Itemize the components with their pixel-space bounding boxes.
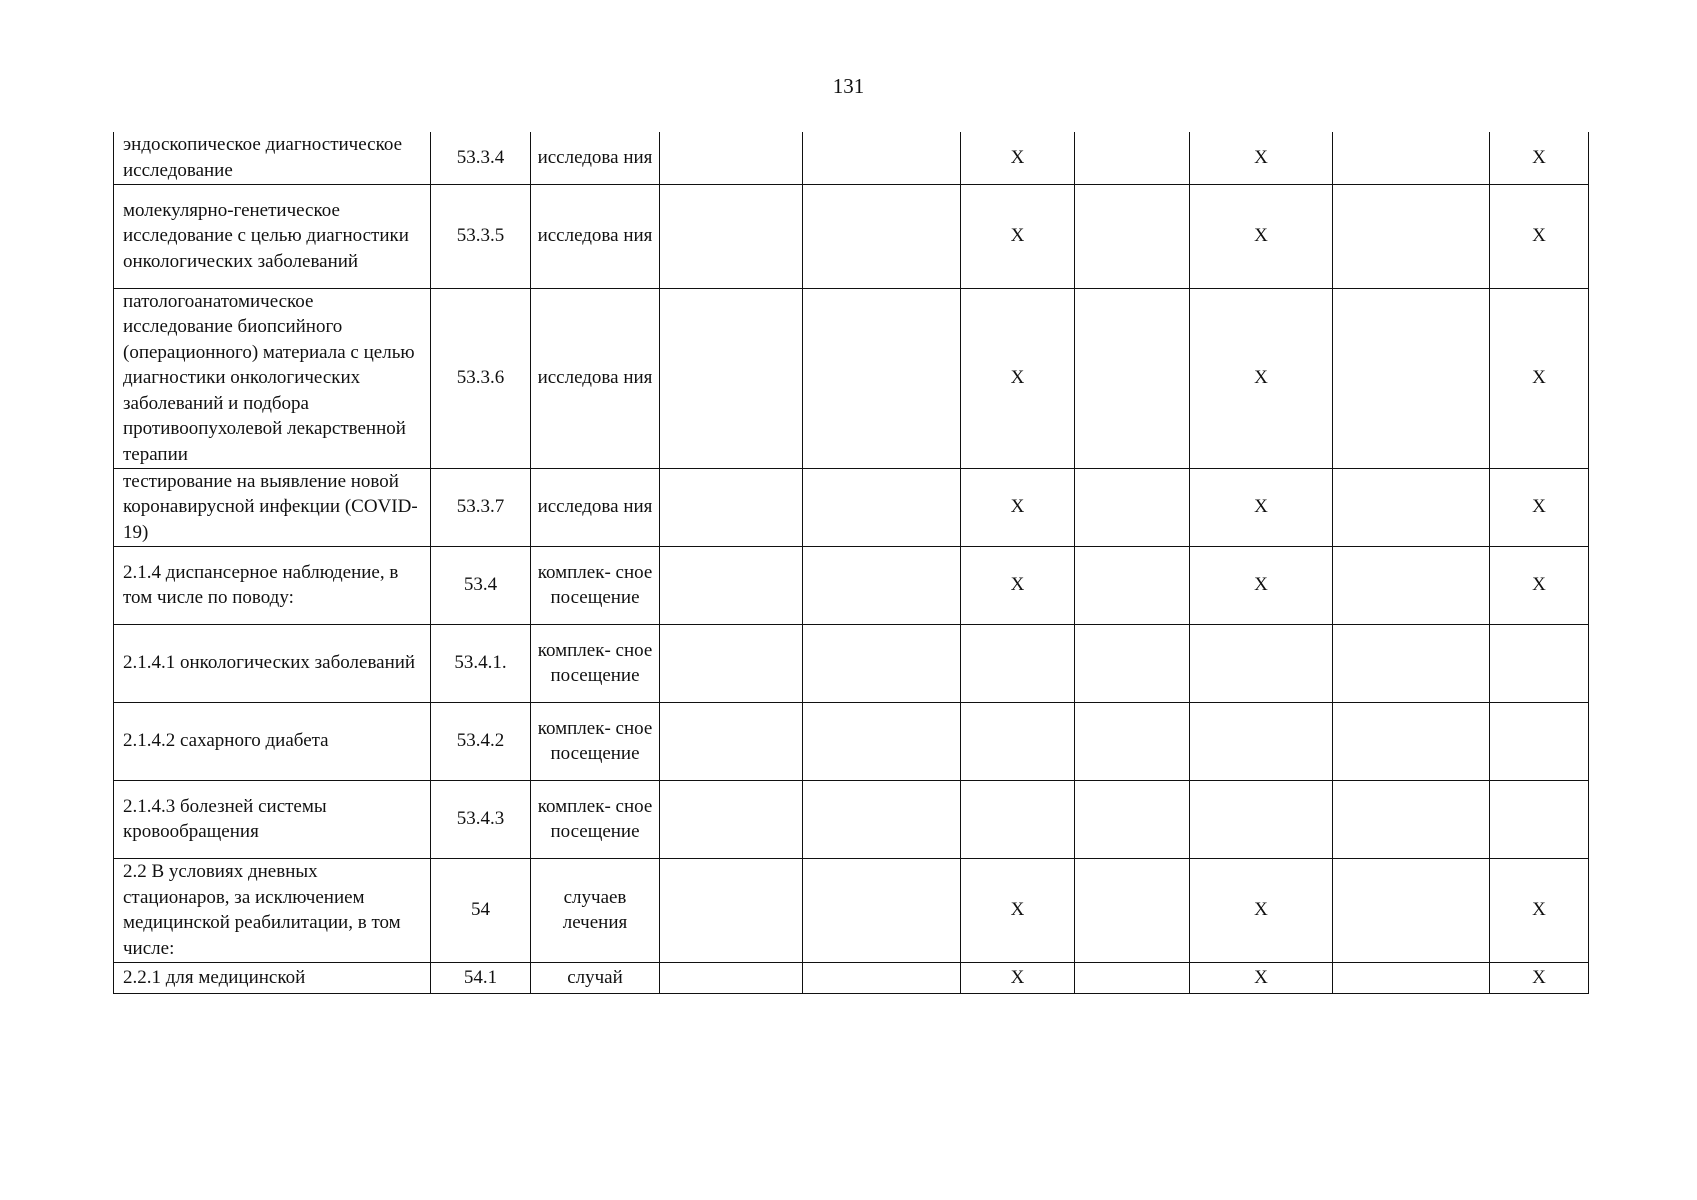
value-cell: Х	[961, 546, 1075, 624]
value-cell: Х	[1490, 858, 1589, 962]
value-cell: Х	[1190, 962, 1333, 993]
value-cell	[803, 468, 961, 546]
value-cell: Х	[1490, 962, 1589, 993]
table-row	[114, 288, 1589, 468]
value-cell	[1075, 132, 1190, 184]
value-cell	[1075, 546, 1190, 624]
table-body	[114, 132, 1589, 993]
value-cell	[803, 546, 961, 624]
value-cell: Х	[961, 288, 1075, 468]
value-cell: Х	[961, 468, 1075, 546]
row-name-cell: 2.2 В условиях дневных стационаров, за исключением медицинской реабилитации, в том числе:	[114, 858, 431, 962]
value-cell	[803, 132, 961, 184]
value-cell: Х	[1490, 184, 1589, 288]
value-cell	[660, 702, 803, 780]
page-number: 131	[832, 74, 865, 98]
value-cell	[1190, 702, 1333, 780]
value-cell: Х	[1190, 468, 1333, 546]
value-cell: Х	[961, 184, 1075, 288]
row-code-cell: 53.3.5	[431, 184, 531, 288]
value-cell	[1190, 624, 1333, 702]
row-code-cell: 54	[431, 858, 531, 962]
value-cell	[1075, 624, 1190, 702]
value-cell	[961, 624, 1075, 702]
value-cell	[803, 184, 961, 288]
value-cell	[1333, 702, 1490, 780]
row-unit-cell: случаев лечения	[531, 858, 660, 962]
row-code-cell: 53.3.7	[431, 468, 531, 546]
row-code-cell: 53.3.4	[431, 132, 531, 184]
value-cell: Х	[1190, 858, 1333, 962]
value-cell: Х	[1490, 132, 1589, 184]
row-unit-cell: комплек- сное посещение	[531, 546, 660, 624]
value-cell	[660, 184, 803, 288]
value-cell: Х	[1490, 546, 1589, 624]
value-cell	[660, 780, 803, 858]
value-cell	[1333, 780, 1490, 858]
value-cell: Х	[1490, 288, 1589, 468]
row-name-cell: молекулярно-генетическое исследование с целью диагностики онкологических заболеваний	[114, 184, 431, 288]
row-unit-cell: случай	[531, 962, 660, 993]
row-name-cell: 2.1.4.1 онкологических заболеваний	[114, 624, 431, 702]
value-cell	[803, 858, 961, 962]
row-unit-cell: комплек- сное посещение	[531, 702, 660, 780]
row-code-cell: 54.1	[431, 962, 531, 993]
row-code-cell: 53.4.2	[431, 702, 531, 780]
table-row	[114, 624, 1589, 702]
value-cell	[1075, 962, 1190, 993]
value-cell	[1075, 780, 1190, 858]
table-row	[114, 702, 1589, 780]
value-cell	[1075, 288, 1190, 468]
value-cell	[1075, 468, 1190, 546]
row-name-cell: 2.2.1 для медицинской	[114, 962, 431, 993]
value-cell	[660, 858, 803, 962]
row-unit-cell: исследова ния	[531, 468, 660, 546]
value-cell	[1075, 858, 1190, 962]
row-name-cell: тестирование на выявление новой коронавирусной инфекции (COVID-19)	[114, 468, 431, 546]
value-cell	[660, 132, 803, 184]
value-cell: Х	[961, 858, 1075, 962]
value-cell	[1333, 546, 1490, 624]
value-cell	[1333, 624, 1490, 702]
value-cell	[961, 702, 1075, 780]
data-table	[113, 132, 1589, 994]
value-cell: Х	[961, 132, 1075, 184]
value-cell	[1333, 184, 1490, 288]
table-row	[114, 858, 1589, 962]
value-cell	[1333, 468, 1490, 546]
value-cell	[660, 288, 803, 468]
value-cell	[803, 702, 961, 780]
row-code-cell: 53.4	[431, 546, 531, 624]
value-cell	[1075, 702, 1190, 780]
value-cell	[1490, 702, 1589, 780]
table-row	[114, 546, 1589, 624]
value-cell	[803, 288, 961, 468]
value-cell	[1490, 624, 1589, 702]
value-cell	[1190, 780, 1333, 858]
value-cell	[803, 962, 961, 993]
value-cell: Х	[961, 962, 1075, 993]
table-row	[114, 468, 1589, 546]
value-cell	[803, 624, 961, 702]
row-code-cell: 53.3.6	[431, 288, 531, 468]
row-unit-cell: исследова ния	[531, 288, 660, 468]
table-row	[114, 962, 1589, 993]
table-row	[114, 184, 1589, 288]
row-unit-cell: комплек- сное посещение	[531, 624, 660, 702]
value-cell	[660, 962, 803, 993]
row-unit-cell: комплек- сное посещение	[531, 780, 660, 858]
row-name-cell: 2.1.4.2 сахарного диабета	[114, 702, 431, 780]
row-name-cell: патологоанатомическое исследование биопсийного (операционного) материала с целью диагностики онкологических заболеваний и подбора противоопухолевой лекарственной терапии	[114, 288, 431, 468]
value-cell	[803, 780, 961, 858]
value-cell: Х	[1190, 546, 1333, 624]
value-cell	[660, 546, 803, 624]
row-unit-cell: исследова ния	[531, 184, 660, 288]
row-name-cell: эндоскопическое диагностическое исследование	[114, 132, 431, 184]
table-row	[114, 780, 1589, 858]
row-name-cell: 2.1.4.3 болезней системы кровообращения	[114, 780, 431, 858]
value-cell	[1490, 780, 1589, 858]
value-cell	[1333, 132, 1490, 184]
value-cell	[961, 780, 1075, 858]
row-code-cell: 53.4.1.	[431, 624, 531, 702]
value-cell: Х	[1190, 288, 1333, 468]
value-cell	[1333, 962, 1490, 993]
value-cell: Х	[1190, 184, 1333, 288]
value-cell	[1075, 184, 1190, 288]
value-cell	[660, 624, 803, 702]
value-cell	[1333, 858, 1490, 962]
row-unit-cell: исследова ния	[531, 132, 660, 184]
value-cell: Х	[1190, 132, 1333, 184]
table-row	[114, 132, 1589, 184]
value-cell	[1333, 288, 1490, 468]
row-name-cell: 2.1.4 диспансерное наблюдение, в том числе по поводу:	[114, 546, 431, 624]
value-cell	[660, 468, 803, 546]
row-code-cell: 53.4.3	[431, 780, 531, 858]
value-cell: Х	[1490, 468, 1589, 546]
